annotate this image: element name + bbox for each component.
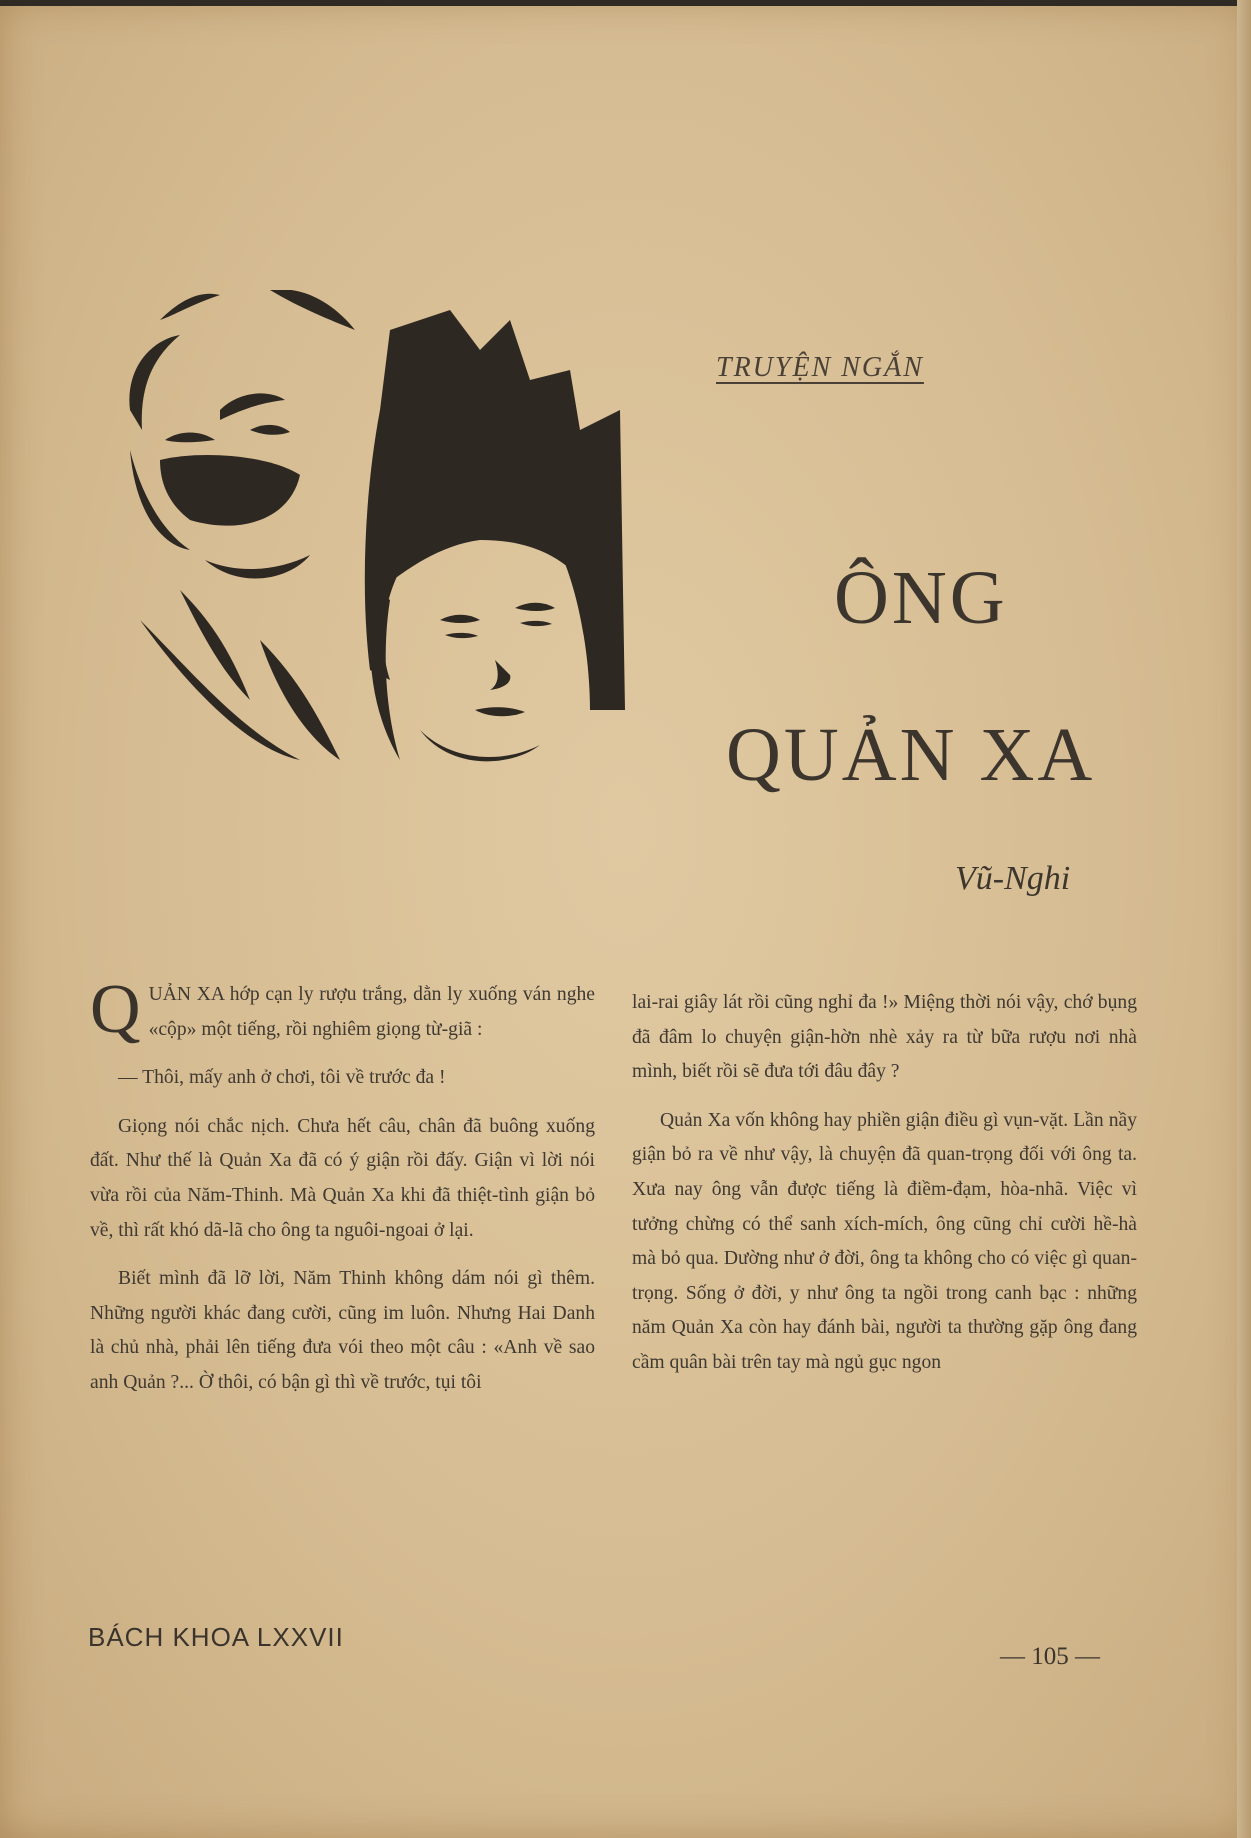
paragraph: Giọng nói chắc nịch. Chưa hết câu, chân đã buông xuống đất. Như thế là Quản Xa đã có ý giận rồi đấy. Giận vì lời nói vừa rồi của Năm-Thinh. Mà Quản Xa khi đã thiệt-tình giận bỏ về, thì rất khó dã-lã cho ông ta nguôi-ngoai ở lại. xyxy=(90,1115,595,1241)
publication-footer: BÁCH KHOA LXXVII xyxy=(88,1622,344,1652)
page-right-edge xyxy=(1237,0,1251,1838)
old-man-and-young-woman-portrait-illustration xyxy=(120,290,680,910)
paragraph-text: UẢN XA hớp cạn ly rượu trắng, dằn ly xuống ván nghe «cộp» một tiếng, rồi nghiêm giọng từ-giã : xyxy=(148,984,595,1040)
paragraph xyxy=(90,971,595,1048)
paragraph: — Thôi, mấy anh ở chơi, tôi về trước đa ! xyxy=(118,1067,446,1089)
left-text-column xyxy=(90,971,595,1415)
right-text-column xyxy=(632,986,1137,1395)
hair-stroke xyxy=(160,294,220,320)
paragraph: lai-rai giây lát rồi cũng nghỉ đa !» Miệng thời nói vậy, chớ bụng đã đâm lo chuyện giận-hờn nhè xảy ra từ bữa rượu nơi nhà mình, biết rồi sẽ đưa tới đâu đây ? xyxy=(632,992,1137,1083)
story-title-line-1: ÔNG xyxy=(834,556,1008,640)
page-top-edge xyxy=(0,0,1251,6)
page-number: — 105 — xyxy=(1000,1643,1100,1670)
author-signature: Vũ-Nghi xyxy=(955,860,1071,897)
paragraph: Biết mình đã lỡ lời, Năm Thinh không dám nói gì thêm. Những người khác đang cười, cũng im luôn. Nhưng Hai Danh là chủ nhà, phải lên tiếng đưa vói theo một câu : «Anh về sao anh Quản ?... Ờ thôi, có bận gì thì về trước, tụi tôi xyxy=(90,1268,595,1393)
hair-stroke xyxy=(270,290,355,330)
story-title-line-2: QUẢN XA xyxy=(726,713,1096,797)
section-label: TRUYỆN NGẮN xyxy=(716,352,924,383)
paragraph: Quản Xa vốn không hay phiền giận điều gì vụn-vặt. Lần nầy giận bỏ ra về như vậy, là chuyện đã quan-trọng đối với ông ta. Xưa nay ông vẫn được tiếng là điềm-đạm, hòa-nhã. Việc vì tưởng chừng có thể sanh xích-mích, ông cũng chỉ cười hề-hà mà bỏ qua. Dường như ở đời, ông ta không cho có việc gì quan-trọng. Sống ở đời, y như ông ta ngồi trong canh bạc : những năm Quản Xa còn hay đánh bài, người ta thường gặp ông đang cầm quân bài trên tay mà ngủ gục ngon xyxy=(632,1109,1137,1373)
drop-cap: Q xyxy=(90,971,141,1048)
